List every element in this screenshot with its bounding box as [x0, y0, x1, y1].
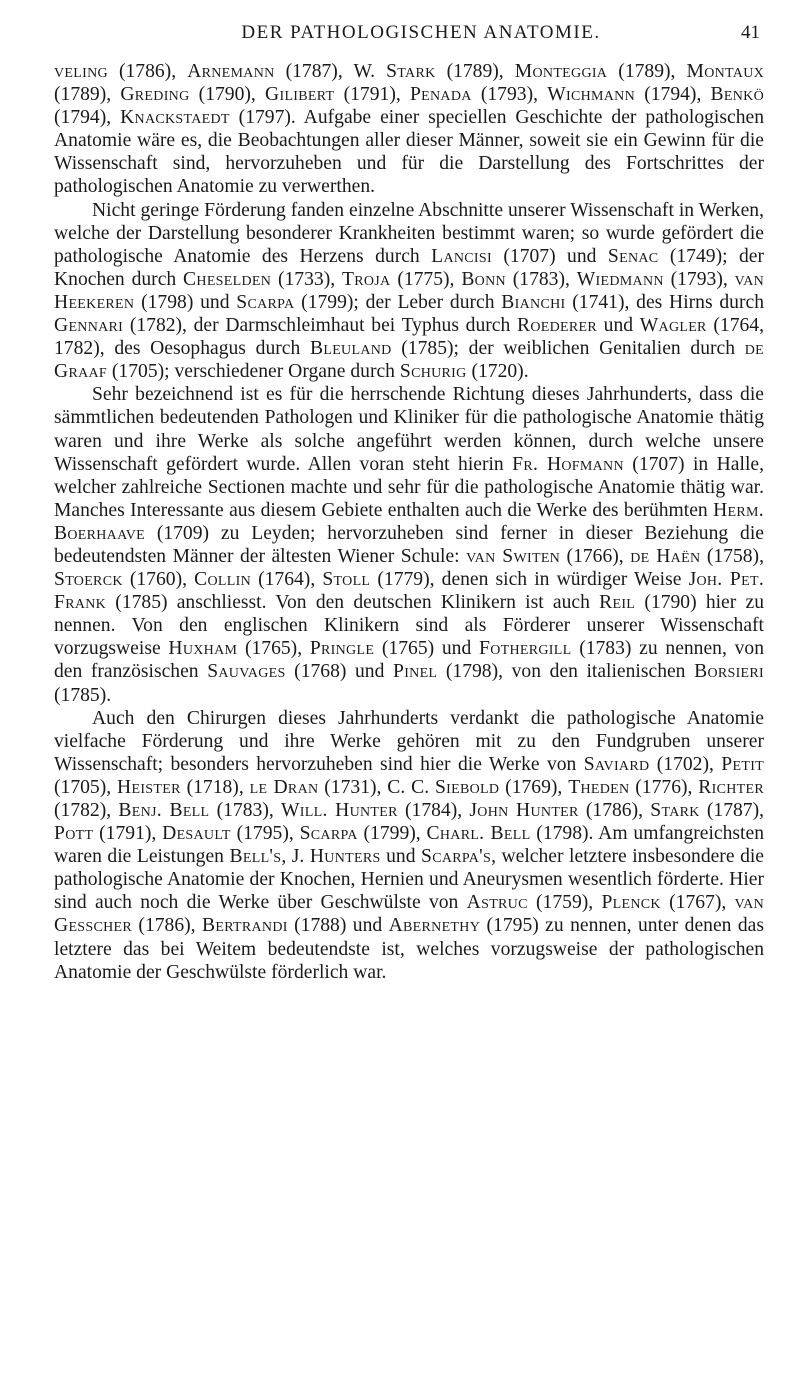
author-name: Arnemann [187, 61, 275, 82]
text-run: (1794), [635, 84, 711, 106]
text-run: (1789), [607, 61, 687, 82]
author-name: Sauvages [207, 661, 286, 683]
text-run: (1791), [93, 823, 163, 845]
text-run: (1764), [250, 569, 323, 591]
text-run: (1765), [237, 638, 310, 660]
text-run: (1783), [505, 268, 577, 290]
author-name: Reil [599, 592, 636, 614]
author-name: Montaux [686, 61, 765, 82]
author-name: Bleuland [309, 338, 392, 360]
author-name: Desault [162, 823, 231, 845]
author-name: Wiedmann [576, 268, 664, 290]
author-name: Scarpa [299, 823, 358, 845]
text-run: (1769), [499, 776, 569, 798]
author-name: Troja [341, 268, 391, 290]
author-name: de Haën [630, 545, 701, 567]
author-name: Schurig [399, 361, 467, 383]
author-name: Stoerck [54, 569, 123, 591]
author-name: van Gesscher [54, 892, 764, 937]
author-name: Pringle [309, 638, 375, 660]
author-name: Will. Hunter [280, 800, 398, 821]
author-name: Siebold [434, 776, 500, 798]
author-name: Wagler [639, 315, 707, 337]
author-name: Gennari [54, 315, 124, 337]
paragraph [54, 60, 764, 199]
author-name: Benkö [710, 84, 764, 106]
text-run: (1799), [357, 823, 427, 845]
text-run: , welcher letztere insbesondere die pathologische Anatomie der Knochen, Hernien und Aneurysmen wesentlich förderte. Hier sind auch noch die Werke über Geschwülste von [54, 846, 765, 914]
text-run: (1758), [700, 545, 764, 567]
author-name: Plenck [601, 892, 661, 914]
author-name: veling [54, 61, 108, 82]
author-name: Collin [194, 569, 251, 591]
text-run: (1790), [189, 84, 266, 106]
text-run: (1798), von den italienischen [437, 661, 695, 683]
text-run: (1795) zu nennen, unter denen das letztere das bei Weitem bedeutendste ist, welches vorzugsweise der pathologischen Anatomie der Geschwülste förderlich war. [54, 915, 764, 983]
text-run: (1793), [471, 84, 548, 106]
author-name: Knackstaedt [120, 107, 230, 129]
text-run: (1767), [660, 892, 735, 914]
text-run: (1793), [663, 268, 735, 290]
text-run: (1786), [578, 800, 651, 821]
text-run: , J. [281, 846, 310, 868]
author-name: Stoll [322, 569, 371, 591]
author-name: Hunters [309, 846, 381, 868]
author-name: Abernethy [388, 915, 481, 937]
author-name: Cheselden [183, 268, 272, 290]
text-run: und [596, 315, 640, 337]
text-run: (1707) und [491, 245, 608, 267]
text-run: (1789), [435, 61, 515, 82]
text-run: (1709) zu Leyden; hervorzuheben sind ferner in dieser Beziehung die bedeutendsten Männer der ältesten Wiener Schule: [54, 522, 764, 567]
author-name: van Switen [466, 545, 561, 567]
author-name: Roederer [516, 315, 597, 337]
body-text [54, 60, 764, 984]
text-run: (1783) zu nennen, von den französischen [54, 638, 764, 683]
text-run: (1791), [334, 84, 410, 106]
text-run: (1741), des Hirns durch [565, 291, 764, 313]
text-run: (1798). Am umfangreichsten waren die Leistungen [54, 823, 764, 868]
author-name: le Dran [249, 776, 319, 798]
author-name: Bianchi [501, 291, 566, 313]
text-run: (1702), [649, 753, 722, 775]
author-name: Monteggia [514, 61, 608, 82]
author-name: Herm. Boerhaave [54, 499, 764, 544]
paragraph [54, 199, 764, 384]
author-name: Stark [386, 61, 436, 82]
text-run: (1760), [122, 569, 195, 591]
author-name: Petit [721, 753, 765, 775]
text-run: (1705); verschiedener Organe durch [107, 361, 400, 383]
author-name: Bertrandi [202, 915, 288, 937]
page-number: 41 [741, 22, 760, 43]
author-name: Huxham [168, 638, 238, 660]
text-run: (1785) anschliesst. Von den deutschen Klinikern ist auch [106, 592, 600, 614]
text-run: (1786), [107, 61, 188, 82]
author-name: Joh. Pet. Frank [54, 569, 765, 614]
author-name: Theden [568, 776, 630, 798]
author-name: Greding [120, 84, 190, 106]
author-name: de Graaf [54, 338, 764, 383]
running-head-title: DER PATHOLOGISCHEN ANATOMIE. [241, 22, 601, 43]
text-run: (1782), der Darmschleimhaut bei Typhus durch [123, 315, 517, 337]
author-name: Stark [650, 800, 700, 821]
text-run: (1799); der Leber durch [294, 291, 502, 313]
author-name: Borsieri [694, 661, 764, 683]
text-run: (1733), [271, 268, 342, 290]
text-run: (1787), [699, 800, 765, 821]
paragraph [54, 383, 764, 706]
text-run: (1785). [54, 684, 112, 706]
text-run: (1779), denen sich in würdiger Weise [370, 569, 689, 591]
author-name: Bell's [229, 846, 282, 868]
text-run: (1787), W. [274, 61, 387, 82]
author-name: van Heekeren [54, 268, 765, 313]
author-name: Scarpa [236, 291, 295, 313]
author-name: Heister [117, 776, 181, 798]
text-run: (1776), [629, 776, 699, 798]
text-run: (1783), [209, 800, 281, 821]
text-run: (1768) und [285, 661, 393, 683]
author-name: Bonn [461, 268, 506, 290]
text-run: Nicht geringe Förderung fanden einzelne Abschnitte unserer Wissenschaft in Werken, welche der Darstellung besonderer Krankheiten bestimmt waren; so wurde gefördert die pathologische Anatomie des Herzens durch [54, 199, 764, 267]
text-run: (1759), [527, 892, 602, 914]
author-name: Pott [54, 823, 94, 845]
text-run: (1790) hier zu nennen. Von den englischen Klinikern sind als Förderer unserer Wissenschaft vorzugsweise [54, 592, 764, 660]
author-name: Scarpa's [421, 846, 492, 868]
author-name: Richter [698, 776, 765, 798]
text-run: (1794), [54, 107, 121, 129]
text-run: (1789), [54, 84, 121, 106]
text-run: (1707) in Halle, welcher zahlreiche Sectionen machte und sehr für die pathologische Anatomie thätig war. Manches Interessante aus diesem Gebiete enthalten auch die Werke des berühmten [54, 453, 764, 521]
author-name: Penada [409, 84, 472, 106]
author-name: Senac [607, 245, 659, 267]
text-run: (1785); der weiblichen Genitalien durch [391, 338, 745, 360]
text-run: (1797). Aufgabe einer speciellen Geschichte der pathologischen Anatomie wäre es, die Beobachtungen aller dieser Männer, soweit sie ein Gewinn für die Wissenschaft sind, hervorzuheben und für die Darstellung des Fortschrittes der pathologischen Anatomie zu verwerthen. [54, 107, 764, 198]
text-run: (1795), [230, 823, 300, 845]
author-name: Benj. Bell [118, 800, 210, 821]
author-name: Saviard [583, 753, 650, 775]
text-run: (1720). [466, 361, 529, 383]
text-run: (1798) und [134, 291, 237, 313]
text-run: (1786), [132, 915, 202, 937]
author-name: Fothergill [479, 638, 572, 660]
text-run: (1782), [54, 800, 119, 821]
text-run: (1764, 1782), des Oesophagus durch [54, 315, 764, 360]
author-name: John Hunter [469, 800, 579, 821]
text-run: (1731), C. C. [318, 776, 435, 798]
text-run: (1765) und [374, 638, 480, 660]
author-name: Astruc [466, 892, 528, 914]
text-run: (1766), [560, 545, 631, 567]
text-run: (1705), [54, 776, 118, 798]
text-run: (1718), [180, 776, 250, 798]
author-name: Gilibert [265, 84, 335, 106]
text-run: und [380, 846, 422, 868]
text-run: (1788) und [287, 915, 389, 937]
text-run: (1784), [397, 800, 470, 821]
text-run: Auch den Chirurgen dieses Jahrhunderts verdankt die pathologische Anatomie vielfache Förderung und ihre Werke gehören mit zu den Fundgruben unserer Wissenschaft; besonders hervorzuheben sind hier die Werke von [54, 707, 764, 775]
running-head [54, 22, 764, 52]
author-name: Pinel [393, 661, 438, 683]
author-name: Wichmann [547, 84, 635, 106]
author-name: Charl. Bell [426, 823, 531, 845]
author-name: Lancisi [431, 245, 492, 267]
author-name: Fr. Hofmann [512, 453, 624, 475]
text-run: Sehr bezeichnend ist es für die herrschende Richtung dieses Jahrhunderts, dass die sämmtlichen bedeutenden Pathologen und Kliniker für die pathologische Anatomie thätig waren und ihre Werke als solche angeführt werden können, durch welche unsere Wissenschaft gefördert wurde. Allen voran steht hierin [54, 384, 764, 475]
text-run: (1749); der Knochen durch [54, 245, 764, 290]
text-run: (1775), [390, 268, 462, 290]
paragraph [54, 707, 764, 984]
